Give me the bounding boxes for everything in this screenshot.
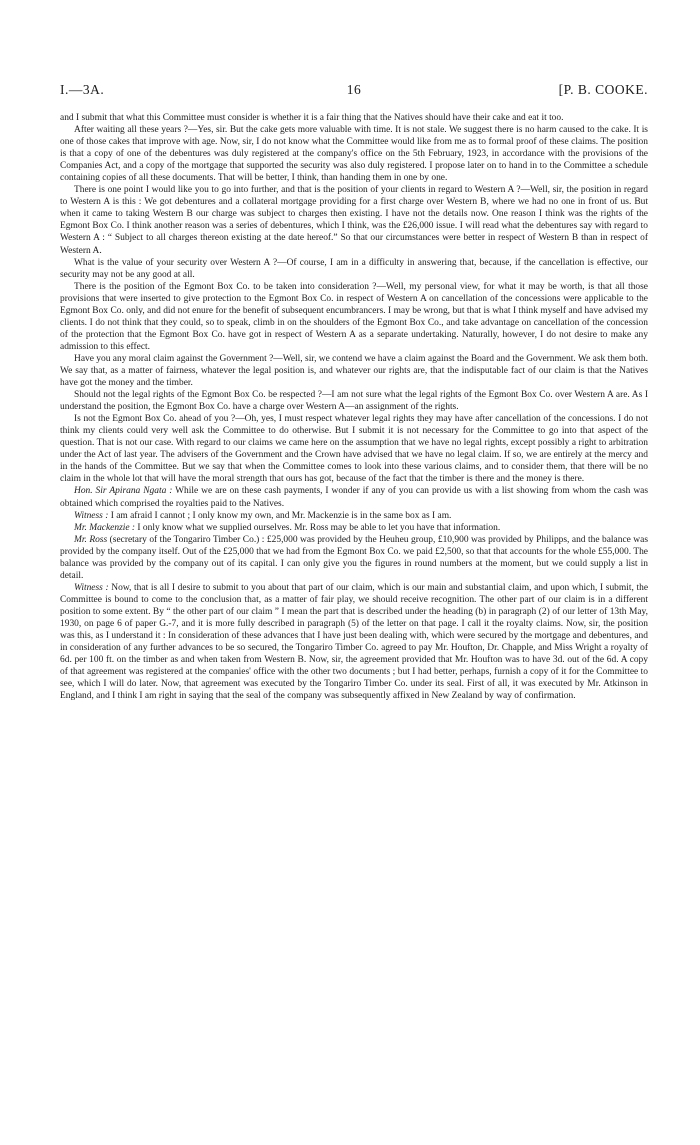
paragraph: There is the position of the Egmont Box Co. to be taken into consideration ?—Well, my personal view, for what it may be worth, is that all those provisions that were inserted to give protection to the Egmont Box Co. in respect of Western A on cancellation of the concessions were applicable to the Egmont Box Co. only, and did not enure for the benefit of subsequent encumbrancers. I may be wrong, but that is what I think myself and have advised my clients. I do not think that they could, so to speak, climb in on the shoulders of the Egmont Box Co., and take advantage on cancellation of the concession of the protection that the Egmont Box Co. have got in respect of Western A as a separate undertaking. Naturally, however, I do not desire to make any admission to this effect.	[60, 281, 648, 352]
page-header	[60, 82, 648, 104]
body-text	[60, 112, 648, 702]
speaker-label: Mr. Mackenzie :	[74, 522, 136, 533]
speaker-label: Hon. Sir Apirana Ngata :	[74, 486, 173, 497]
paragraph: Hon. Sir Apirana Ngata : While we are on these cash payments, I wonder if any of you can provide us with a list showing from whom the cash was obtained which comprised the royalties paid to the Natives.	[60, 486, 648, 509]
paragraph: and I submit that what this Committee must consider is whether it is a fair thing that the Natives should have their cake and eat it too.	[60, 113, 564, 123]
paragraph: There is one point I would like you to go into further, and that is the position of your clients in regard to Western A ?—Well, sir, the position in regard to Western A is this : We got debentures and a collateral mortgage providing for a first charge over Western B, where we had no one in front of us. But when it came to taking Western B our charge was subject to charges then existing. I have not the details now. One reason I think was the rights of the Egmont Box Co. I think another reason was a series of debentures, which I think, was the £26,000 issue. I will read what the debentures say with regard to Western A : “ Subject to all charges thereon existing at the date hereof.” So that our circumstances were better in respect of Western B than in respect of Western A.	[60, 185, 648, 256]
paragraph: Witness : I am afraid I cannot ; I only know my own, and Mr. Mackenzie is in the same box as I am.	[74, 510, 452, 521]
witness-name: [P. B. COOKE.	[558, 82, 648, 97]
page-number: 16	[346, 82, 362, 97]
paragraph: Have you any moral claim against the Government ?—Well, sir, we contend we have a claim against the Board and the Government. We ask them both. We say that, as a matter of fairness, whatever the legal position is, and whatever our rights are, that the indisputable fact of our claim is that the Natives have got the money and the timber.	[60, 353, 648, 389]
paragraph: Should not the legal rights of the Egmont Box Co. be respected ?—I am not sure what the legal rights of the Egmont Box Co. over Western A are. As I understand the position, the Egmont Box Co. have a charge over Western A—an assignment of the rights.	[60, 390, 648, 413]
paragraph: Is not the Egmont Box Co. ahead of you ?—Oh, yes, I must respect whatever legal rights they may have after cancellation of the concessions. I do not think my clients could very well ask the Committee to do otherwise. But I submit it is not necessary for the Committee to go into that aspect of the question. That is not our case. With regard to our claims we came here on the assumption that we have no legal rights, except possibly a right to arbitration under the Act of last year. The advisers of the Government and the Crown have advised that we have no legal claim. If so, we are entirely at the mercy and in the hands of the Committee. But we say that when the Committee comes to look into these various claims, and to consider them, that there will be no claim in the whole lot that will have the moral strength that ours has got, because of the fact that the timber is there and the money is there.	[60, 414, 648, 485]
paper-reference: I.—3A.	[60, 82, 105, 97]
paragraph: Mr. Ross (secretary of the Tongariro Timber Co.) : £25,000 was provided by the Heuheu group, £10,900 was provided by Philipps, and the balance was provided by the company itself. Out of the £25,000 that we had from the Egmont Box Co. we paid £2,500, so that that accounts for the whole £55,000. The balance was provided by the company out of its capital. I can only give you the figures in round numbers at the moment, but we could supply a list in detail.	[60, 534, 648, 581]
paragraph: What is the value of your security over Western A ?—Of course, I am in a difficulty in answering that, because, if the cancellation is effective, our security may not be any good at all.	[60, 257, 648, 280]
speaker-label: Mr. Ross	[74, 534, 108, 545]
speaker-label: Witness :	[74, 510, 109, 521]
speaker-label: Witness :	[74, 582, 109, 593]
paragraph: Mr. Mackenzie : I only know what we supplied ourselves. Mr. Ross may be able to let you have that information.	[74, 522, 501, 533]
paragraph: After waiting all these years ?—Yes, sir. But the cake gets more valuable with time. It is not stale. We suggest there is no harm caused to the cake. It is one of those cakes that improve with age. Now, sir, I do not know what the Committee would like from me as to formal proof of these claims. The position is that a copy of one of the debentures was duly registered at the company's office on the 5th February, 1923, in accordance with the provisions of the Companies Act, and a copy of the mortgage that supported the security was also duly registered. I propose later on to hand in to the Committee a schedule containing copies of all these documents. That will be better, I think, than handing them in one by one.	[60, 125, 648, 184]
paragraph: Witness : Now, that is all I desire to submit to you about that part of our claim, which is our main and substantial claim, and upon which, I submit, the Committee is bound to come to the conclusion that, as a matter of fair play, we should receive recognition. The other part of our claim is in a different position to some extent. By “ the other part of our claim ” I mean the part that is described under the heading (b) in paragraph (2) of our letter of 13th May, 1930, on page 6 of paper G.-7, and it is more fully described in paragraph (5) of the letter on that page. I call it the royalty claims. Now, sir, the position was this, as I understand it : In consideration of these advances that I have just been dealing with, which were secured by the mortgage and debentures, and in consideration of any further advances to be so secured, the Tongariro Timber Co. agreed to pay Mr. Houfton, Dr. Chapple, and Miss Wright a royalty of 6d. per 100 ft. on the timber as and when taken from Western B. Now, sir, the agreement provided that Mr. Houfton was to have 3d. out of the 6d. A copy of that agreement was registered at the companies' office with the other two documents ; but I had better, perhaps, furnish a copy of it for the Committee to see, which I will do later. Now, that agreement was executed by the Tongariro Timber Co. under its seal. First of all, it was executed by Mr. Atkinson in England, and I think I am right in saying that the seal of the company was subsequently affixed in New Zealand by way of confirmation.	[60, 582, 649, 702]
